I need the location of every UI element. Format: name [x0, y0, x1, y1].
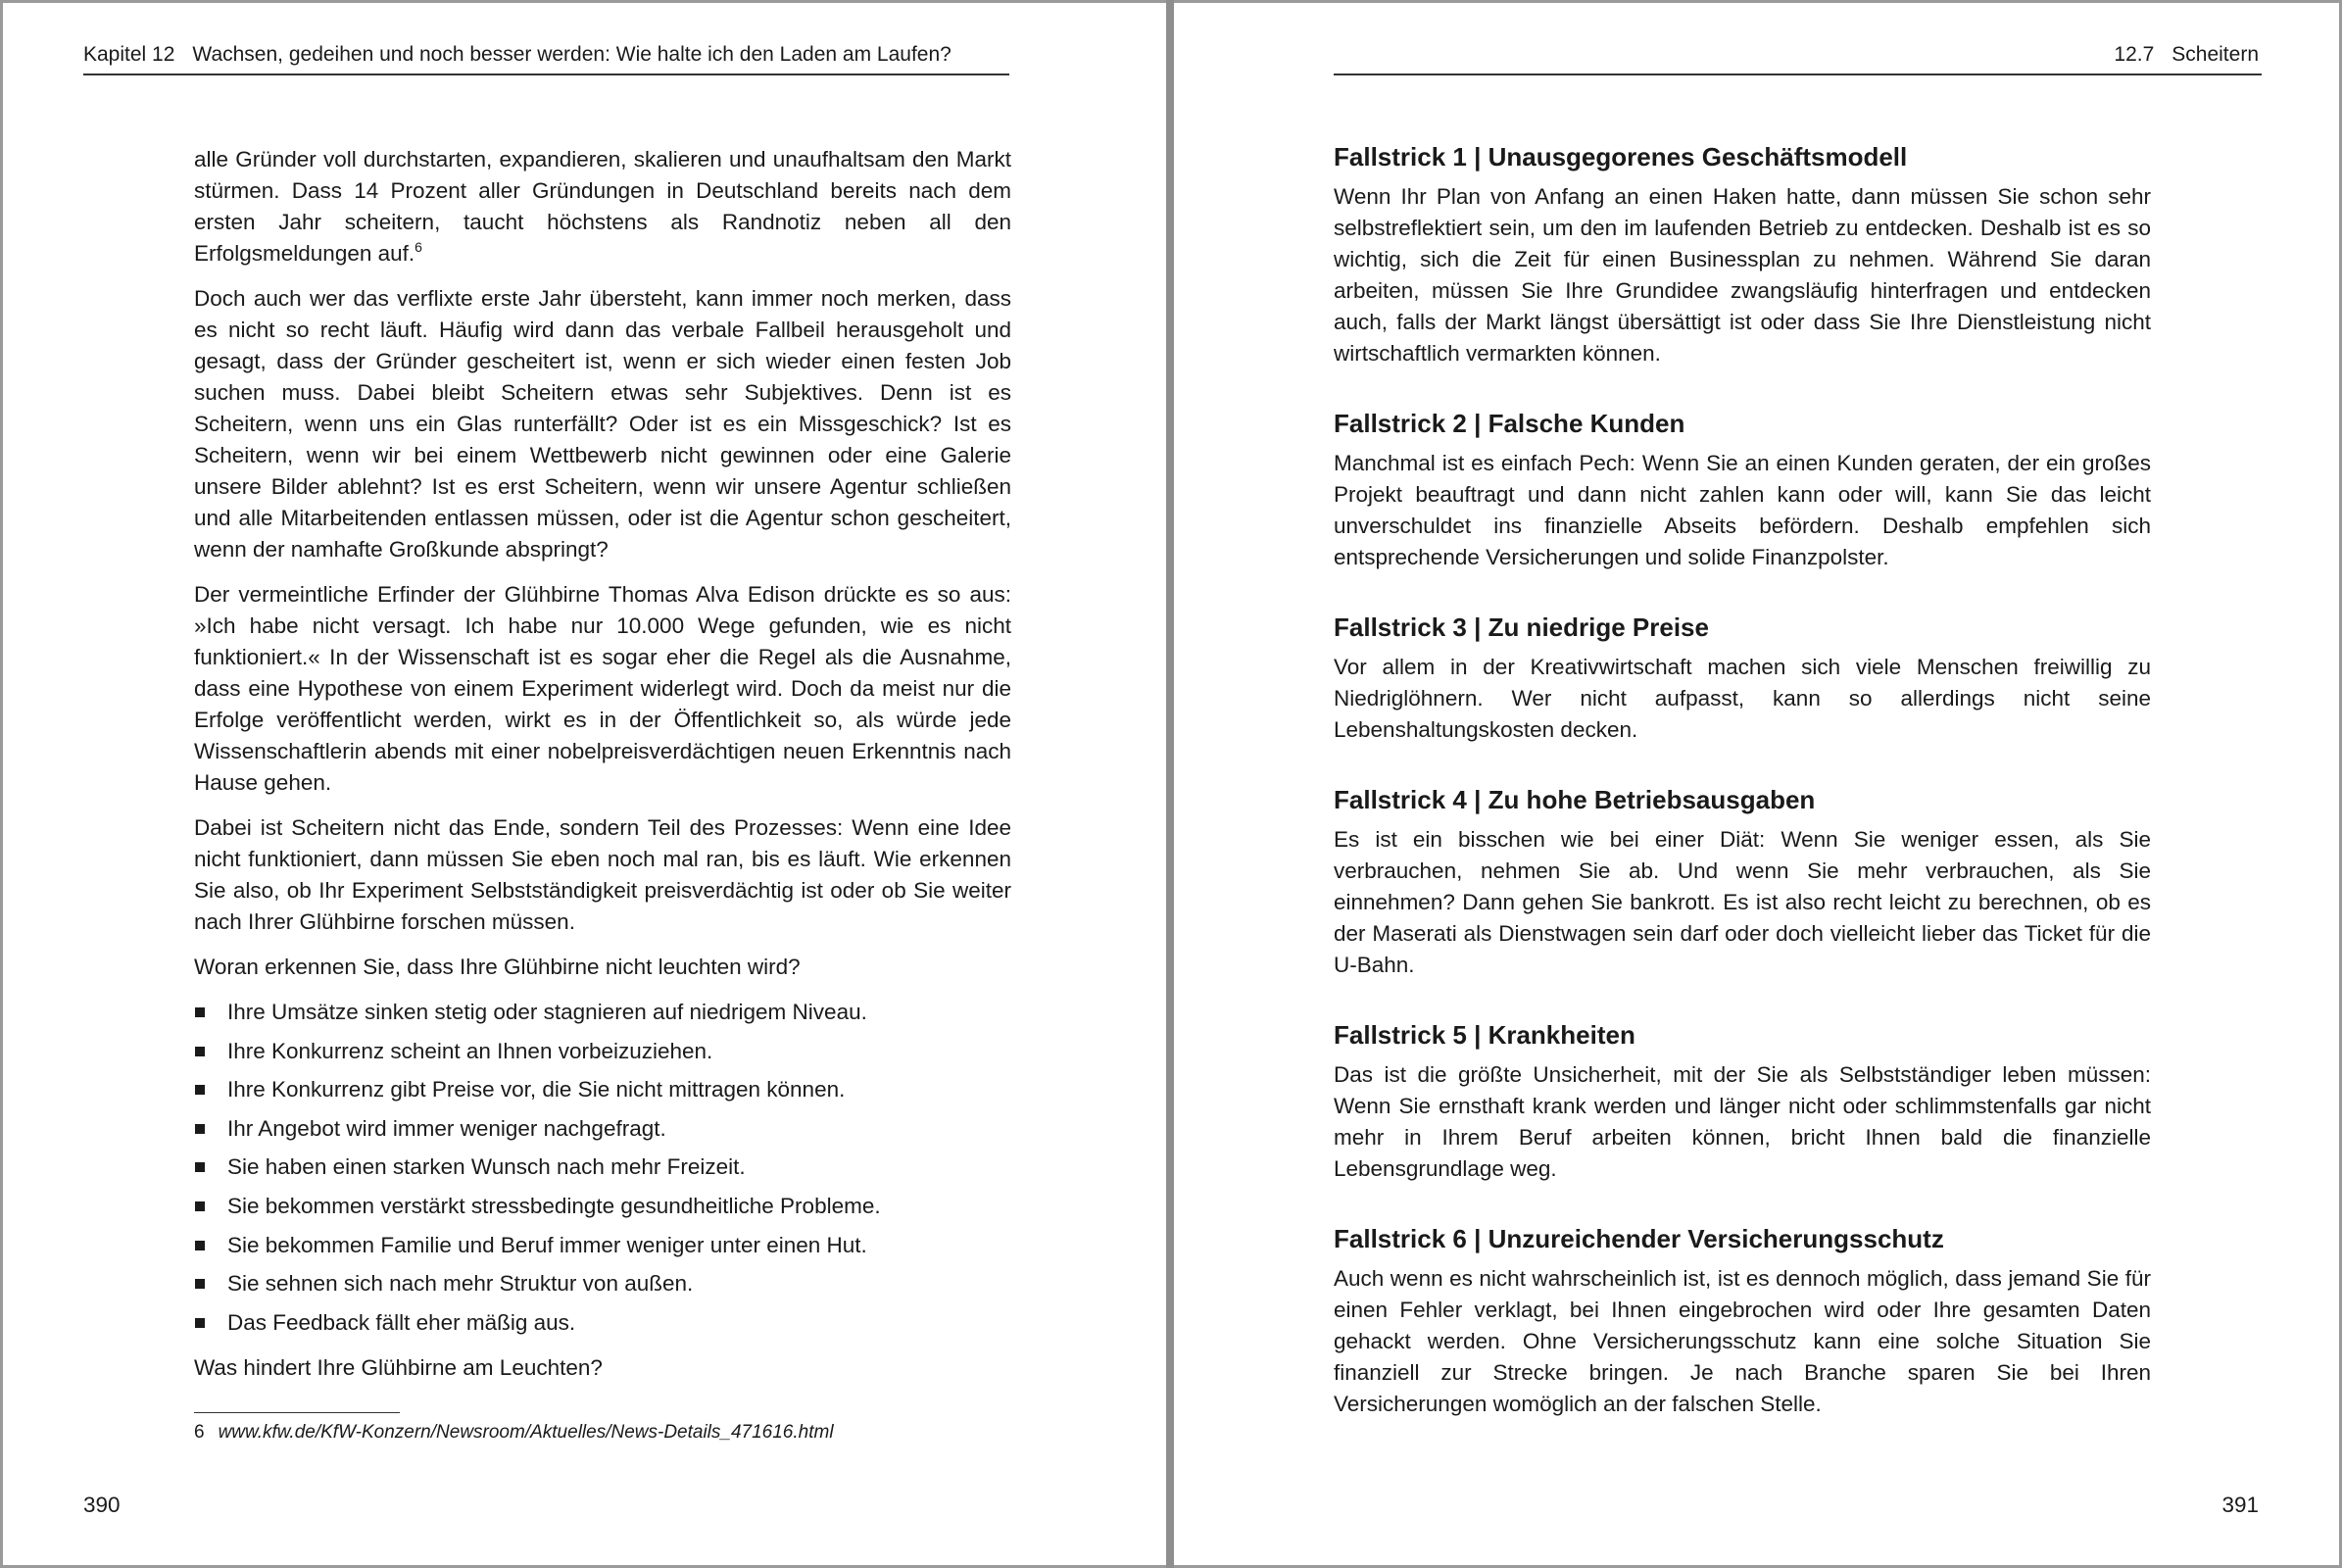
section-paragraph: Auch wenn es nicht wahrscheinlich ist, ist es dennoch möglich, dass jemand Sie für einen Fehler verklagt, bei Ihnen eingebrochen wird oder Ihre gesamten Daten gehackt werden. Ohne Versicherungsschutz kann eine solche Situation Sie finanziell zur Strecke bringen. Je nach Branche sparen Sie bei Ihren Versicherungen womöglich an der falschen Stelle. [1334, 1266, 2151, 1416]
section-heading: Fallstrick 2 | Falsche Kunden [1334, 409, 1685, 438]
list-item: Sie bekommen verstärkt stressbedingte gesundheitliche Probleme. [194, 1191, 1011, 1222]
section-heading: Fallstrick 4 | Zu hohe Betriebsausgaben [1334, 785, 1816, 814]
body-text [194, 144, 1011, 1397]
list-item: Sie sehnen sich nach mehr Struktur von außen. [194, 1268, 1011, 1299]
footnote-link[interactable]: www.kfw.de/KfW-Konzern/Newsroom/Aktuelles/News-Details_471616.html [218, 1422, 834, 1443]
square-bullet-icon [195, 1047, 205, 1056]
paragraph: Woran erkennen Sie, dass Ihre Glühbirne nicht leuchten wird? [194, 955, 801, 979]
chapter-label: Kapitel 12 [83, 43, 175, 66]
header-rule [83, 74, 1009, 75]
pitfall-section [1334, 1222, 2151, 1420]
running-head [83, 40, 951, 70]
list-item: Das Feedback fällt eher mäßig aus. [194, 1307, 1011, 1339]
paragraph: alle Gründer voll durchstarten, expandieren, skalieren und unaufhaltsam den Markt stürmen. Dass 14 Prozent aller Gründungen in Deutschland bereits nach dem ersten Jahr scheitern, taucht höchstens als Randnotiz neben all den Erfolgsmeldungen auf.$^6$ [194, 147, 1011, 266]
section-heading: Fallstrick 1 | Unausgegorenes Geschäftsmodell [1334, 142, 1908, 172]
footnote-reference: 6 [415, 239, 422, 255]
list-item: Sie haben einen starken Wunsch nach mehr Freizeit. [194, 1152, 1011, 1183]
section-paragraph: Das ist die größte Unsicherheit, mit der Sie als Selbstständiger leben müssen: Wenn Sie ernsthaft krank werden und länger nicht oder schlimmstenfalls gar nicht mehr in Ihrem Beruf arbeiten können, bricht Ihnen bald die finanzielle Lebensgrundlage weg. [1334, 1062, 2151, 1181]
running-head [2114, 40, 2259, 70]
section-paragraph: Es ist ein bisschen wie bei einer Diät: Wenn Sie weniger essen, als Sie verbrauchen, nehmen Sie ab. Und wenn Sie mehr verbrauchen, als Sie einnehmen? Dann gehen Sie bankrott. Es ist also recht leicht zu berechnen, ob es der Maserati als Dienstwagen sein darf oder doch vielleicht lieber das Ticket für die U-Bahn. [1334, 827, 2151, 977]
square-bullet-icon [195, 1124, 205, 1134]
pitfall-section [1334, 783, 2151, 981]
paragraph: Der vermeintliche Erfinder der Glühbirne Thomas Alva Edison drückte es so aus: »Ich habe nicht versagt. Ich habe nur 10.000 Wege gefunden, wie es nicht funktioniert.« In der Wissenschaft ist es sogar eher die Regel als die Ausnahme, dass eine Hypothese von einem Experiment widerlegt wird. Doch da meist nur die Erfolge veröffentlicht werden, wirkt es in der Öffentlichkeit so, als würde jede Wissenschaftlerin abends mit einer nobelpreisverdächtigen neuen Erkenntnis nach Hause gehen. [194, 582, 1011, 795]
page-number: 391 [2221, 1493, 2259, 1517]
pitfall-section [1334, 140, 2151, 369]
square-bullet-icon [195, 1318, 205, 1328]
book-spine [1166, 0, 1174, 1568]
list-item: Ihre Umsätze sinken stetig oder stagnieren auf niedrigem Niveau. [194, 997, 1011, 1028]
footnote-number: 6 [194, 1422, 205, 1443]
body-text [1334, 140, 2151, 1457]
closing-paragraph: Was hindert Ihre Glühbirne am Leuchten? [194, 1354, 603, 1380]
square-bullet-icon [195, 1007, 205, 1017]
left-page [0, 0, 1166, 1568]
right-page [1174, 0, 2342, 1568]
pitfall-section [1334, 407, 2151, 573]
section-number: 12.7 [2114, 43, 2155, 66]
chapter-title: Wachsen, gedeihen und noch besser werden: Wie halte ich den Laden am Laufen? [192, 43, 951, 66]
square-bullet-icon [195, 1201, 205, 1211]
footnote [194, 1418, 834, 1447]
section-heading: Fallstrick 5 | Krankheiten [1334, 1020, 1635, 1050]
section-title: Scheitern [2171, 43, 2259, 66]
section-heading: Fallstrick 3 | Zu niedrige Preise [1334, 612, 1709, 642]
section-paragraph: Vor allem in der Kreativwirtschaft machen sich viele Menschen freiwillig zu Niedriglöhnern. Wer nicht aufpasst, kann so allerdings nicht seine Lebenshaltungskosten decken. [1334, 655, 2151, 742]
page-number: 390 [83, 1493, 121, 1517]
section-paragraph: Manchmal ist es einfach Pech: Wenn Sie an einen Kunden geraten, der ein großes Projekt beauftragt und dann nicht zahlen kann oder will, kann Sie das leicht unverschuldet ins finanzielle Abseits befördern. Deshalb empfehlen sich entsprechende Versicherungen und solide Finanzpolster. [1334, 451, 2151, 569]
list-item: Sie bekommen Familie und Beruf immer weniger unter einen Hut. [194, 1230, 1011, 1261]
pitfall-section [1334, 611, 2151, 746]
section-heading: Fallstrick 6 | Unzureichender Versicherungsschutz [1334, 1224, 1944, 1253]
square-bullet-icon [195, 1279, 205, 1289]
list-item: Ihr Angebot wird immer weniger nachgefragt. [194, 1113, 1011, 1145]
list-item: Ihre Konkurrenz gibt Preise vor, die Sie nicht mittragen können. [194, 1074, 1011, 1105]
pitfall-section [1334, 1018, 2151, 1185]
list-item: Ihre Konkurrenz scheint an Ihnen vorbeizuziehen. [194, 1036, 1011, 1067]
section-paragraph: Wenn Ihr Plan von Anfang an einen Haken hatte, dann müssen Sie schon sehr selbstreflektiert sein, um den im laufenden Betrieb zu entdecken. Deshalb ist es so wichtig, sich die Zeit für einen Businessplan zu nehmen. Während Sie daran arbeiten, müssen Sie Ihre Grundidee zwangsläufig hinterfragen und entdecken auch, falls der Markt längst übersättigt ist oder dass Sie Ihre Dienstleistung nicht wirtschaftlich vermarkten können. [1334, 184, 2151, 366]
paragraph: Dabei ist Scheitern nicht das Ende, sondern Teil des Prozesses: Wenn eine Idee nicht funktioniert, dann müssen Sie eben noch mal ran, bis es läuft. Wie erkennen Sie also, ob Ihr Experiment Selbstständigkeit preisverdächtig ist oder ob Sie weiter nach Ihrer Glühbirne forschen müssen. [194, 815, 1011, 934]
square-bullet-icon [195, 1241, 205, 1250]
paragraph: Doch auch wer das verflixte erste Jahr übersteht, kann immer noch merken, dass es nicht so recht läuft. Häufig wird dann das verbale Fallbeil herausgeholt und gesagt, dass der Gründer gescheitert ist, wenn er sich wieder einen festen Job suchen muss. Dabei bleibt Scheitern etwas sehr Subjektives. Denn ist es Scheitern, wenn uns ein Glas runterfällt? Oder ist es ein Missgeschick? Ist es Scheitern, wenn wir bei einem Wettbewerb nicht gewinnen oder eine Galerie unsere Bilder ablehnt? Ist es erst Scheitern, wenn wir unsere Agentur schließen und alle Mitarbeitenden entlassen müssen, oder ist die Agentur schon gescheitert, wenn der namhafte Großkunde abspringt? [194, 286, 1011, 562]
footnote-rule [194, 1412, 400, 1413]
warning-signs-list [194, 997, 1011, 1339]
square-bullet-icon [195, 1162, 205, 1172]
header-rule [1334, 74, 2262, 75]
square-bullet-icon [195, 1085, 205, 1095]
